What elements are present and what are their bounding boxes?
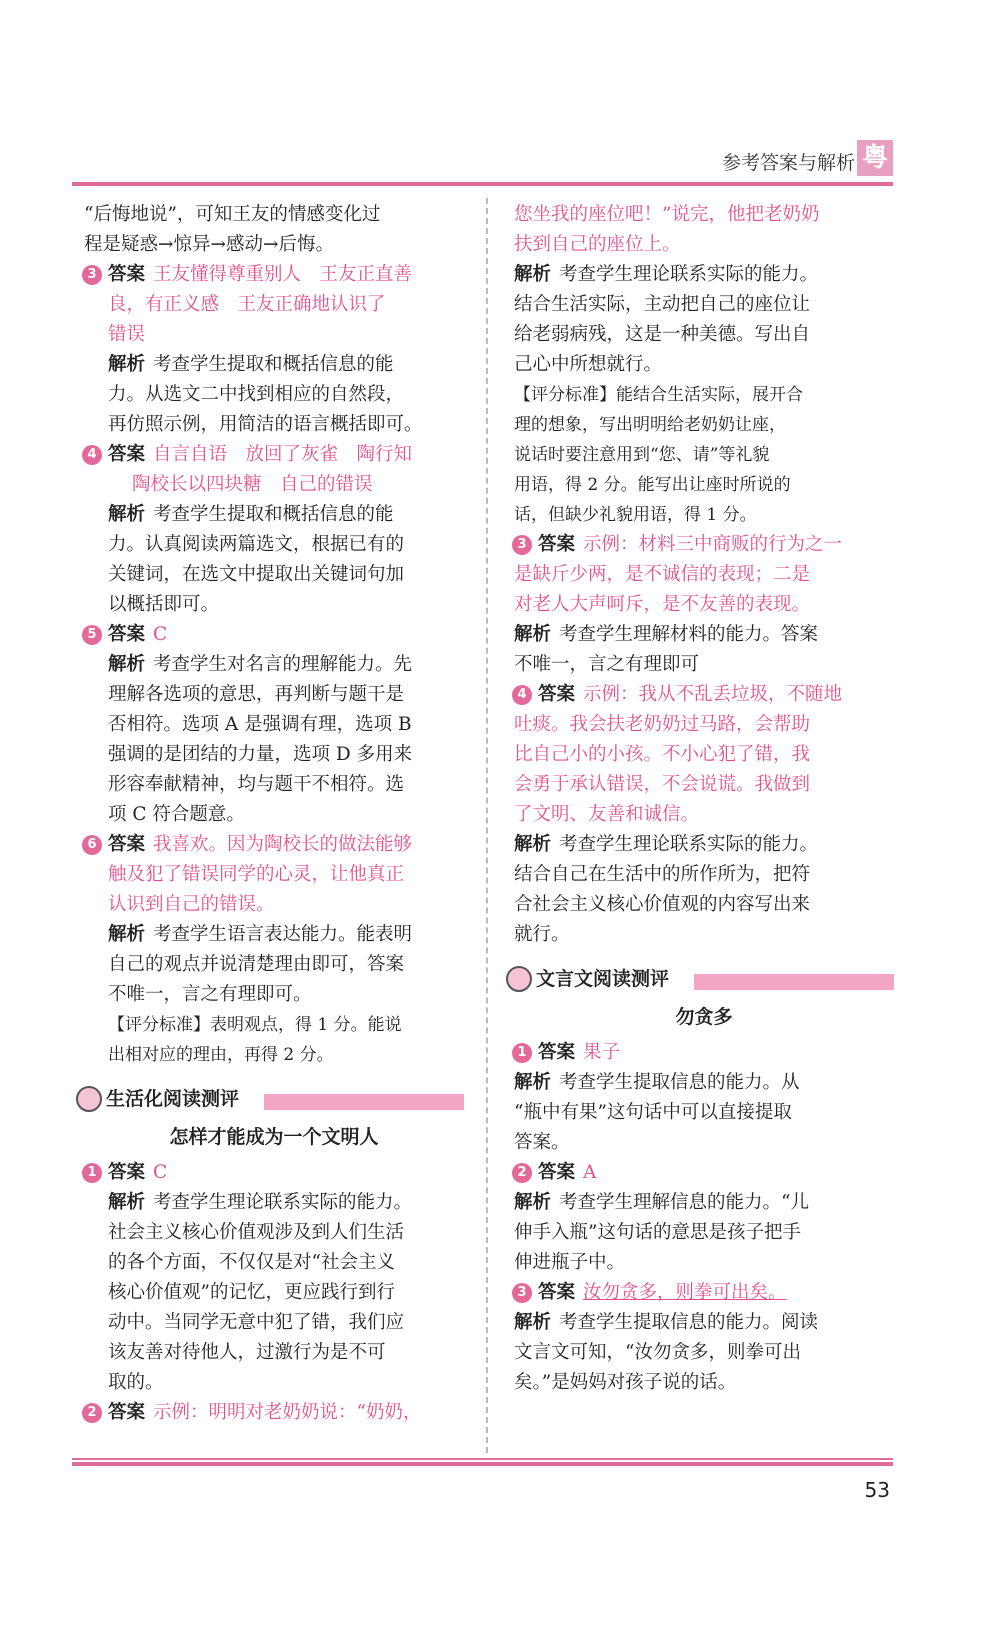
analysis-text: 否相符。选项 A 是强调有理，选项 B [108, 714, 412, 735]
answer-text: 认识到自己的错误。 [108, 894, 275, 915]
question-4 [514, 680, 894, 710]
question-2 [84, 1398, 464, 1428]
analysis-text: 考查学生理论联系实际的能力。 [559, 264, 819, 285]
section-bar [694, 974, 894, 990]
analysis-text: 再仿照示例，用简洁的语言概括即可。 [108, 414, 423, 435]
analysis-text: 自己的观点并说清楚理由即可，答案 [108, 954, 405, 975]
analysis-label: 解析 [514, 624, 552, 645]
answer-text: 示例：明明对老奶奶说：“奶奶， [153, 1402, 422, 1423]
analysis-text: “瓶中有果”这句话中可以直接提取 [514, 1102, 792, 1123]
analysis-label: 解析 [514, 1072, 552, 1093]
analysis-text: 给老弱病残，这是一种美德。写出自 [514, 324, 811, 345]
analysis-text: 强调的是团结的力量，选项 D 多用来 [108, 744, 413, 765]
analysis-text: 理解各选项的意思，再判断与题干是 [108, 684, 405, 705]
analysis-label: 解析 [514, 834, 552, 855]
analysis-text: 核心价值观”的记忆，更应践行到行 [108, 1282, 395, 1303]
answer-text: 错误 [108, 324, 146, 345]
answer-text: 您坐我的座位吧！”说完，他把老奶奶 [514, 204, 820, 225]
analysis-text: 考查学生提取信息的能力。从 [559, 1072, 800, 1093]
analysis-text: 考查学生理解信息的能力。“儿 [559, 1192, 809, 1213]
answer-text: 王友懂得尊重别人 王友正直善 [153, 264, 413, 285]
analysis-text: 考查学生提取和概括信息的能 [153, 504, 394, 525]
analysis-text: 项 C 符合题意。 [108, 804, 245, 825]
reader-avatar-icon [506, 966, 532, 992]
analysis-text: 考查学生语言表达能力。能表明 [153, 924, 413, 945]
question-number: 5 [82, 625, 102, 645]
answer-label: 答案 [108, 1402, 146, 1423]
scoring-standard: 【评分标准】表明观点，得 1 分。能说 [108, 1015, 402, 1035]
reader-avatar-icon [76, 1086, 102, 1112]
section-title: 文言文阅读测评 [536, 968, 670, 990]
analysis-label: 解析 [108, 1192, 146, 1213]
answer-text: 了文明、友善和诚信。 [514, 804, 700, 825]
scoring-standard: 说话时要注意用到“您、请”等礼貌 [514, 445, 770, 465]
question-3 [84, 260, 464, 290]
analysis-text: 动中。当同学无意中犯了错，我们应 [108, 1312, 405, 1333]
analysis-text: 不唯一，言之有理即可 [514, 654, 700, 675]
analysis-text: 就行。 [514, 924, 570, 945]
answer-label: 答案 [108, 1162, 146, 1183]
scoring-standard: 用语，得 2 分。能写出让座时所说的 [514, 475, 791, 495]
analysis-text: 的各个方面，不仅仅是对“社会主义 [108, 1252, 395, 1273]
analysis-text: 结合自己在生活中的所作所为，把符 [514, 864, 811, 885]
answer-label: 答案 [538, 1282, 576, 1303]
analysis-label: 解析 [108, 504, 146, 525]
answer-text: 自言自语 放回了灰雀 陶行知 [153, 444, 413, 465]
answer-label: 答案 [538, 534, 576, 555]
question-number: 3 [512, 535, 532, 555]
article-title: 怎样才能成为一个文明人 [169, 1126, 379, 1148]
question-6 [84, 830, 464, 860]
header-title: 参考答案与解析 [721, 152, 855, 174]
answer-text: 比自己小的小孩。不小心犯了错，我 [514, 744, 811, 765]
question-4 [84, 440, 464, 470]
answer-label: 答案 [108, 834, 146, 855]
answer-label: 答案 [108, 264, 146, 285]
analysis-text: 考查学生理论联系实际的能力。 [559, 834, 819, 855]
answer-text: C [153, 1162, 168, 1183]
analysis-text: 考查学生提取信息的能力。阅读 [559, 1312, 819, 1333]
analysis-label: 解析 [514, 1312, 552, 1333]
analysis-text: 伸手入瓶”这句话的意思是孩子把手 [514, 1222, 801, 1243]
section-header [84, 1082, 464, 1116]
answer-text: 我喜欢。因为陶校长的做法能够 [153, 834, 413, 855]
analysis-label: 解析 [108, 924, 146, 945]
answer-text: 会勇于承认错误，不会说谎。我做到 [514, 774, 811, 795]
section-title: 生活化阅读测评 [106, 1088, 240, 1110]
footer-rule [72, 1462, 893, 1466]
question-number: 4 [512, 685, 532, 705]
section-bar [264, 1094, 464, 1110]
answer-text: 陶校长以四块糖 自己的错误 [132, 474, 373, 495]
question-number: 3 [82, 265, 102, 285]
question-number: 6 [82, 835, 102, 855]
text-line: “后悔地说”，可知王友的情感变化过 [84, 204, 381, 225]
analysis-text: 社会主义核心价值观涉及到人们生活 [108, 1222, 405, 1243]
answer-label: 答案 [538, 1162, 576, 1183]
analysis-text: 合社会主义核心价值观的内容写出来 [514, 894, 811, 915]
analysis-text: 考查学生对名言的理解能力。先 [153, 654, 413, 675]
answer-text: 是缺斤少两，是不诚信的表现；二是 [514, 564, 811, 585]
answer-label: 答案 [538, 1042, 576, 1063]
analysis-text: 以概括即可。 [108, 594, 220, 615]
analysis-label: 解析 [108, 354, 146, 375]
question-number: 1 [512, 1043, 532, 1063]
scoring-standard: 【评分标准】能结合生活实际，展开合 [514, 385, 803, 405]
question-3 [514, 1278, 894, 1308]
answer-text: 汝勿贪多，则拳可出矣。 [583, 1282, 787, 1303]
answer-text: C [153, 624, 168, 645]
left-column [84, 200, 464, 1428]
analysis-text: 形容奉献精神，均与题干不相符。选 [108, 774, 405, 795]
answer-text: 吐痰。我会扶老奶奶过马路，会帮助 [514, 714, 811, 735]
footer-rule [72, 1458, 893, 1460]
scoring-standard: 出相对应的理由，再得 2 分。 [108, 1045, 334, 1065]
section-header [514, 962, 894, 996]
scoring-standard: 话，但缺少礼貌用语，得 1 分。 [514, 505, 757, 525]
analysis-text: 取的。 [108, 1372, 164, 1393]
analysis-text: 该友善对待他人，过激行为是不可 [108, 1342, 386, 1363]
analysis-text: 己心中所想就行。 [514, 354, 663, 375]
analysis-text: 答案。 [514, 1132, 570, 1153]
answer-label: 答案 [538, 684, 576, 705]
question-5 [84, 620, 464, 650]
analysis-text: 力。从选文二中找到相应的自然段， [108, 384, 405, 405]
analysis-label: 解析 [514, 1192, 552, 1213]
answer-text: 示例：我从不乱丢垃圾，不随地 [583, 684, 843, 705]
header-rule [72, 182, 893, 186]
question-1 [84, 1158, 464, 1188]
answer-text: 触及犯了错误同学的心灵，让他真正 [108, 864, 405, 885]
analysis-text: 伸进瓶子中。 [514, 1252, 626, 1273]
answer-text: 对老人大声呵斥，是不友善的表现。 [514, 594, 811, 615]
column-divider [486, 198, 488, 1453]
question-number: 4 [82, 445, 102, 465]
answer-text: 扶到自己的座位上。 [514, 234, 681, 255]
answer-text: 示例：材料三中商贩的行为之一 [583, 534, 843, 555]
answer-text: 果子 [583, 1042, 621, 1063]
analysis-label: 解析 [514, 264, 552, 285]
analysis-text: 关键词，在选文中提取出关键词句加 [108, 564, 405, 585]
analysis-text: 不唯一，言之有理即可。 [108, 984, 312, 1005]
article-title: 勿贪多 [675, 1006, 733, 1028]
question-1 [514, 1038, 894, 1068]
analysis-text: 矣。”是妈妈对孩子说的话。 [514, 1372, 737, 1393]
header-badge: 粤 [857, 140, 893, 176]
question-number: 3 [512, 1283, 532, 1303]
page-number: 53 [864, 1478, 890, 1502]
analysis-text: 考查学生理论联系实际的能力。 [153, 1192, 413, 1213]
text-line: 程是疑惑→惊异→感动→后悔。 [84, 234, 335, 255]
scoring-standard: 理的想象，写出明明给老奶奶让座， [514, 415, 786, 435]
answer-text: A [583, 1162, 597, 1183]
answer-label: 答案 [108, 444, 146, 465]
analysis-text: 结合生活实际，主动把自己的座位让 [514, 294, 811, 315]
analysis-text: 考查学生理解材料的能力。答案 [559, 624, 819, 645]
analysis-label: 解析 [108, 654, 146, 675]
analysis-text: 考查学生提取和概括信息的能 [153, 354, 394, 375]
analysis-text: 力。认真阅读两篇选文，根据已有的 [108, 534, 405, 555]
analysis-text: 文言文可知，“汝勿贪多，则拳可出 [514, 1342, 801, 1363]
answer-label: 答案 [108, 624, 146, 645]
question-2 [514, 1158, 894, 1188]
right-column [514, 200, 894, 1398]
question-3 [514, 530, 894, 560]
question-number: 2 [82, 1403, 102, 1423]
question-number: 2 [512, 1163, 532, 1183]
question-number: 1 [82, 1163, 102, 1183]
answer-text: 良，有正义感 王友正确地认识了 [108, 294, 386, 315]
